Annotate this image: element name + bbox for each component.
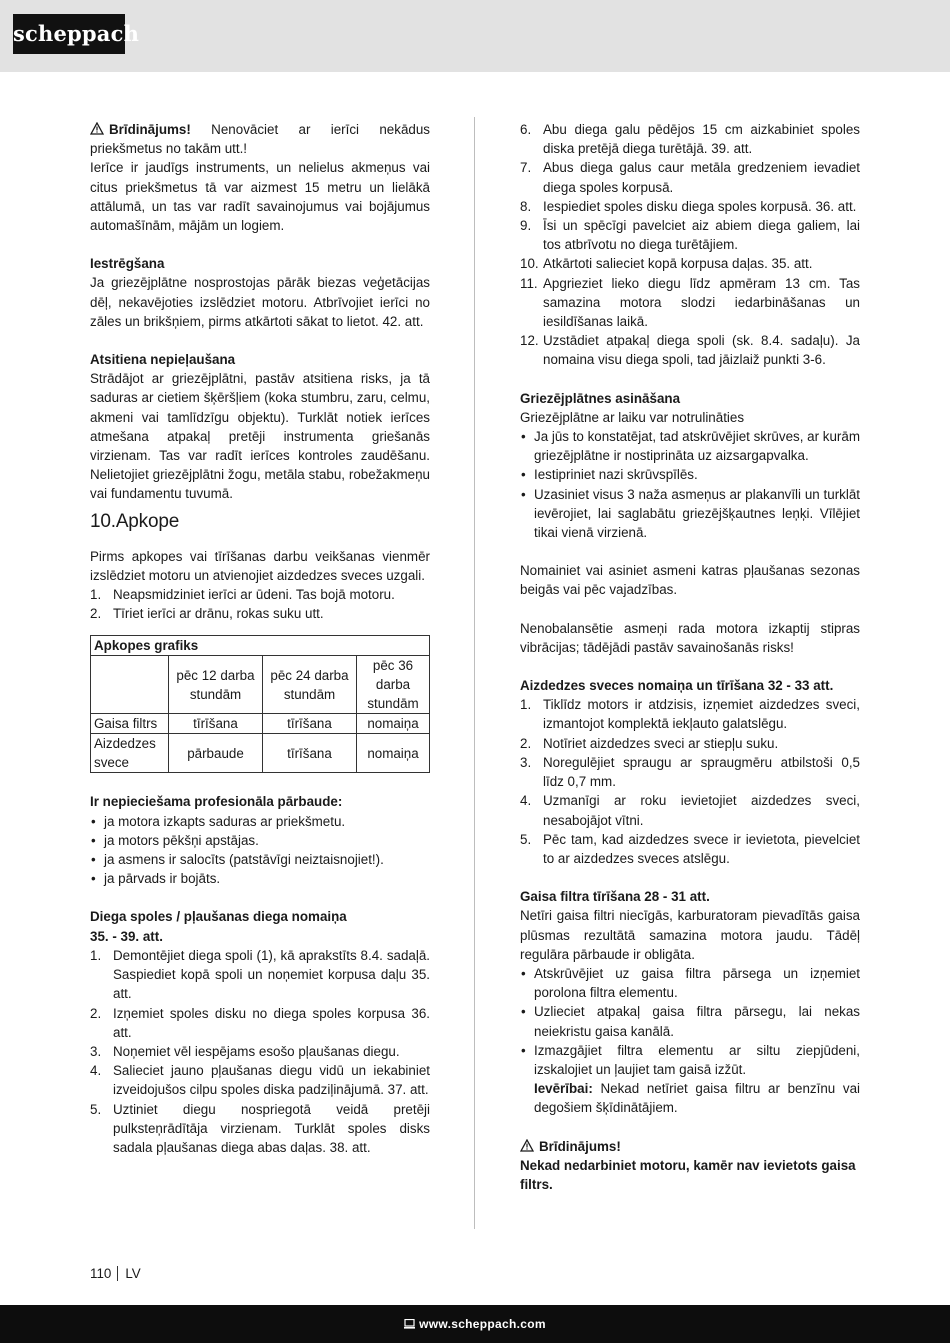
list-item: 4. Salieciet jauno pļaušanas diegu vidū un iekabiniet izveidojušos cilpu spoles diska padziļinājumā. 37. att. bbox=[90, 1063, 430, 1098]
spool-heading-figs: 35. - 39. att. bbox=[90, 928, 163, 944]
air-filter-body: Netīri gaisa filtri niecīgās, karburatoram pievadītās gaisa plūsmas rezultātā samazina motora jaudu. Tādēļ regulāra pārbaude ir obligāta. bbox=[520, 908, 860, 962]
list-item: 10. Atkārtoti salieciet kopā korpusa daļas. 35. att. bbox=[520, 256, 813, 272]
list-item: 2. Tīriet ierīci ar drānu, rokas suku utt. bbox=[90, 606, 324, 622]
column-divider bbox=[474, 117, 475, 1229]
list-item: • ja asmens ir salocīts (patstāvīgi neiztaisnojiet!). bbox=[91, 852, 384, 868]
list-item: • Iestipriniet nazi skrūvspīlēs. bbox=[521, 467, 698, 483]
spool-steps-continued bbox=[520, 120, 860, 370]
list-item: • Uzasiniet visus 3 naža asmeņus ar plakanvīli un turklāt ievērojiet, lai saglabātu griezējšķautnes leņķi. Vīlējiet tikai vienā virzienā. bbox=[521, 486, 860, 541]
sharpen-heading: Griezējplātnes asināšana bbox=[520, 390, 681, 406]
footer-url-block bbox=[0, 1315, 950, 1334]
warning-icon bbox=[90, 122, 104, 135]
page-number: 110 bbox=[90, 1266, 112, 1281]
list-item: • Uzlieciet atpakaļ gaisa filtra pārsegu, lai nekas neiekristu gaisa kanālā. bbox=[521, 1004, 860, 1039]
spark-plug-steps bbox=[520, 695, 860, 868]
language-code: LV bbox=[125, 1266, 141, 1281]
warning-icon bbox=[520, 1139, 534, 1152]
warning-text: Nenovāciet ar ierīci nekādus priekšmetus no takām utt.! bbox=[90, 122, 430, 157]
list-item: 6. Abu diega galu pēdējos 15 cm aizkabiniet spoles diska pretējā diega turētājā. 39. att. bbox=[520, 122, 860, 157]
list-item: • ja motora izkapts saduras ar priekšmetu. bbox=[91, 813, 346, 829]
list-item: 1. Neapsmidziniet ierīci ar ūdeni. Tas bojā motoru. bbox=[90, 587, 395, 603]
sharpen-intro: Griezējplātne ar laiku var notrulināties bbox=[520, 409, 745, 425]
spool-steps bbox=[90, 946, 430, 1157]
list-item: 4. Uzmanīgi ar roku ievietojiet aizdedzes sveci, nesabojājot vītni. bbox=[520, 793, 860, 828]
table-row: Aizdedzes svece pārbaude tīrīšana nomaiņa bbox=[91, 734, 430, 773]
maintenance-steps bbox=[90, 585, 430, 623]
computer-icon bbox=[404, 1319, 415, 1329]
table-header: pēc 12 darba stundām bbox=[169, 656, 263, 714]
header-band bbox=[0, 0, 950, 72]
warning-body: Ierīce ir jaudīgs instruments, un nelielus akmeņus vai citus priekšmetus tā var aizmest 15 metru un lielākā attālumā, un tas var radīt savainojumus vai bojājumus automašīnām, mājām un logiem. bbox=[90, 160, 430, 234]
air-filter-heading: Gaisa filtra tīrīšana 28 - 31 att. bbox=[520, 889, 710, 905]
list-item: 7. Abus diega galus caur metāla gredzeniem ievadiet diega spoles korpusā. bbox=[520, 160, 860, 195]
kickback-body: Strādājot ar griezējplātni, pastāv atsitiena risks, ja tā saduras ar cietiem šķēršļiem (koka stumbru, zaru, celmu, akmeni vai tamlīdzīgu objektu). Turklāt notiek ierīces atmešana atpakaļ pretēji instrumenta griešanās virzienam. Tas var radīt ierīces kontroles zaudēšanu. Nelietojiet griezējplātni žogu, metāla stabu, robežakmeņu vai fundamentu tuvumā. bbox=[90, 371, 430, 502]
maintenance-table bbox=[90, 635, 430, 773]
scheppach-logo: scheppach bbox=[13, 14, 125, 54]
note-paragraph bbox=[520, 1079, 860, 1117]
list-item: 5. Uztiniet diegu nospriegotā veidā pretēji pulksteņrādītāja virzienam. Turklāt spoles disks sadala pļaušanas diega abas daļas. 38. att. bbox=[90, 1101, 430, 1155]
kickback-heading: Atsitiena nepieļaušana bbox=[90, 352, 236, 368]
list-item: • ja motors pēkšņi apstājas. bbox=[91, 832, 259, 848]
list-item: 3. Noņemiet vēl iespējams esošo pļaušanas diegu. bbox=[90, 1043, 400, 1059]
list-item: 1. Tiklīdz motors ir atdzisis, izņemiet aizdedzes sveci, izmantojot komplektā iekļauto galatslēgu. bbox=[520, 697, 860, 732]
jam-body: Ja griezējplātne nosprostojas pārāk biezas veģetācijas dēļ, nekavējoties izslēdziet motoru. Atbrīvojiet ierīci no zāles un brikšņiem, pirms atkārtoti sākat to lietot. 42. att. bbox=[90, 275, 430, 329]
warning2-heading bbox=[520, 1137, 860, 1156]
section-number: 10. bbox=[90, 510, 116, 532]
table-header: pēc 36 darba stundām bbox=[357, 656, 430, 714]
table-header: pēc 24 darba stundām bbox=[263, 656, 357, 714]
pro-check-list bbox=[90, 812, 430, 889]
section-title: Apkope bbox=[115, 510, 180, 532]
list-item: 8. Iespiediet spoles disku diega spoles korpusā. 36. att. bbox=[520, 198, 857, 214]
spool-heading: Diega spoles / pļaušanas diega nomaiņa bbox=[90, 909, 347, 925]
table-title: Apkopes grafiks bbox=[91, 636, 430, 656]
air-filter-list bbox=[520, 964, 860, 1079]
note-label: Ievērībai: bbox=[534, 1081, 593, 1097]
left-column bbox=[90, 120, 430, 1157]
section-heading bbox=[90, 510, 430, 534]
table-row: Gaisa filtrs tīrīšana tīrīšana nomaiņa bbox=[91, 714, 430, 734]
right-column bbox=[520, 120, 860, 1194]
list-item: 1. Demontējiet diega spoli (1), kā aprakstīts 8.4. sadaļā. Saspiediet kopā spoli un noņemiet korpusa daļu 35. att. bbox=[90, 947, 430, 1002]
list-item: 5. Pēc tam, kad aizdedzes svece ir ievietota, pievelciet to ar aizdedzes sveces atslēgu. bbox=[520, 831, 860, 866]
list-item: • Ja jūs to konstatējat, tad atskrūvējiet skrūves, ar kurām griezējplātne ir nostiprināta uz aizsargapvalka. bbox=[521, 429, 860, 464]
sharpen-paragraph: Nomainiet vai asiniet asmeni katras pļaušanas sezonas beigās vai pēc vajadzības. bbox=[520, 563, 860, 598]
warning2-text: Nekad nedarbiniet motoru, kamēr nav ievietots gaisa filtrs. bbox=[520, 1157, 856, 1192]
list-item: • Izmazgājiet filtra elementu ar siltu ziepjūdeni, izskalojiet un ļaujiet tam gaisā izžūt. bbox=[521, 1042, 860, 1077]
page-number-block bbox=[90, 1264, 141, 1283]
warning2-label: Brīdinājums! bbox=[539, 1138, 621, 1154]
pro-check-heading: Ir nepieciešama profesionāla pārbaude: bbox=[90, 794, 343, 810]
note-text: Nekad netīriet gaisa filtru ar benzīnu vai degošiem šķīdinātājiem. bbox=[534, 1081, 860, 1116]
list-item: 11. Apgrieziet lieko diegu līdz apmēram 13 cm. Tas samazina motora slodzi iedarbināšanas un iesildīšanas laikā. bbox=[520, 275, 860, 330]
jam-heading: Iestrēgšana bbox=[90, 256, 165, 272]
list-item: 12. Uzstādiet atpakaļ diega spoli (sk. 8.4. sadaļu). Ja nomaina visu diega spoli, tad jāizlaiž punkti 3-6. bbox=[520, 333, 860, 368]
spark-plug-heading: Aizdedzes sveces nomaiņa un tīrīšana 32 - 33 att. bbox=[520, 678, 834, 694]
list-item: 2. Notīriet aizdedzes sveci ar stiepļu suku. bbox=[520, 735, 779, 751]
imbalance-paragraph: Nenobalansētie asmeņi rada motora izkaptij stipras vibrācijas; tādējādi pastāv savainošanās risks! bbox=[520, 620, 860, 655]
sharpen-list bbox=[520, 427, 860, 542]
list-item: 9. Īsi un spēcīgi pavelciet aiz abiem diega galiem, lai tos atbrīvotu no diega turētājiem. bbox=[520, 218, 860, 253]
warning-paragraph bbox=[90, 120, 430, 158]
list-item: • ja pārvads ir bojāts. bbox=[91, 871, 221, 887]
table-corner bbox=[91, 656, 169, 714]
website-link[interactable]: www.scheppach.com bbox=[419, 1317, 546, 1331]
maintenance-intro: Pirms apkopes vai tīrīšanas darbu veikšanas vienmēr izslēdziet motoru un atvienojiet aizdedzes sveces uzgali. bbox=[90, 548, 430, 583]
list-item: 2. Izņemiet spoles disku no diega spoles korpusa 36. att. bbox=[90, 1005, 430, 1040]
list-item: • Atskrūvējiet uz gaisa filtra pārsega un izņemiet porolona filtra elementu. bbox=[521, 965, 860, 1001]
footer-band bbox=[0, 1305, 950, 1343]
warning-label: Brīdinājums! bbox=[109, 122, 191, 137]
list-item: 3. Noregulējiet spraugu ar spraugmēru atbilstoši 0,5 līdz 0,7 mm. bbox=[520, 754, 860, 790]
